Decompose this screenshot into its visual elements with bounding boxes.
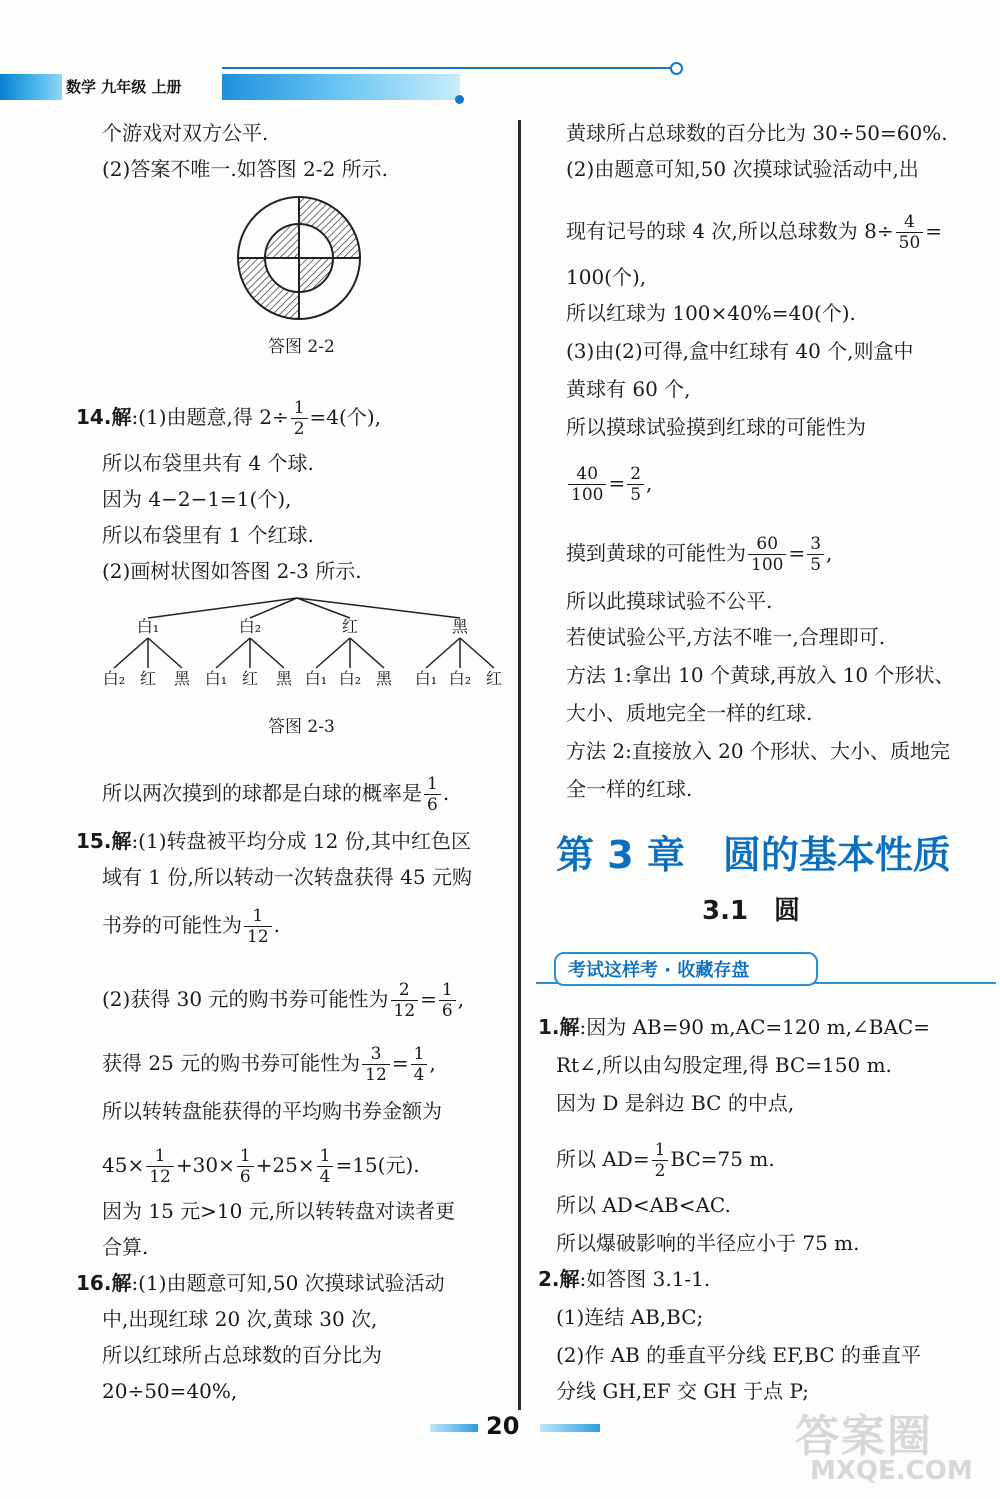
fraction	[391, 980, 419, 1021]
text: 现有记号的球 4 次,所以总球数为 8÷	[566, 219, 894, 243]
text-line: 100(个),	[566, 265, 647, 289]
numerator: 1	[424, 774, 441, 795]
text: ,	[646, 471, 653, 495]
page-number: 20	[486, 1412, 520, 1440]
solution-label: 解	[111, 1271, 132, 1295]
figure-caption: 答图 2-2	[268, 337, 335, 357]
denominator: 12	[247, 927, 269, 947]
text-line: 方法 2:直接放入 20 个形状、大小、质地完	[566, 739, 950, 763]
text-line: 所以 AD<AB<AC.	[556, 1193, 731, 1217]
header-dot-ornament	[455, 95, 464, 104]
fraction	[627, 464, 644, 505]
tree-node-label: 黑	[275, 669, 293, 688]
text: ,	[429, 1051, 436, 1075]
text-line: (1)连结 AB,BC;	[556, 1305, 704, 1329]
equals-sign: =	[788, 541, 806, 565]
header-title: 数学 九年级 上册	[66, 78, 182, 96]
text: :如答图 3.1-1.	[579, 1267, 711, 1291]
chapter-title: 第 3 章 圆的基本性质	[556, 833, 951, 877]
text-line: 所以摸球试验摸到红球的可能性为	[566, 415, 866, 439]
tree-node-label: 白₁	[204, 669, 228, 688]
text-line	[102, 1146, 420, 1187]
text-line: 所以红球所占总球数的百分比为	[102, 1343, 382, 1367]
fraction	[568, 464, 606, 505]
numerator: 2	[391, 980, 419, 1001]
text: +25×	[255, 1153, 315, 1177]
denominator: 4	[319, 1167, 331, 1187]
numerator: 1	[317, 1146, 334, 1167]
tree-edge	[316, 638, 350, 668]
denominator: 2	[654, 1161, 666, 1181]
question-14-line	[76, 398, 381, 439]
watermark-url: MXQE.COM	[810, 1456, 973, 1486]
tree-edge	[114, 638, 148, 668]
text-line: 所以爆破影响的半径应小于 75 m.	[556, 1231, 860, 1255]
text-line: 分线 GH,EF 交 GH 于点 P;	[556, 1379, 809, 1403]
numerator: 1	[291, 398, 308, 419]
fraction	[237, 1146, 254, 1187]
text-line: 所以此摸球试验不公平.	[566, 589, 773, 613]
denominator: 4	[413, 1065, 425, 1085]
denominator: 5	[810, 555, 822, 575]
fraction	[317, 1146, 334, 1187]
denominator: 6	[239, 1167, 251, 1187]
text-line: 所以布袋里共有 4 个球.	[102, 451, 314, 475]
fraction	[424, 774, 441, 815]
text: +30×	[175, 1153, 235, 1177]
text: ,	[826, 541, 833, 565]
watermark-logo: 答案圈	[795, 1411, 933, 1462]
text-line: 大小、质地完全一样的红球.	[566, 701, 813, 725]
tree-edge	[216, 638, 250, 668]
header-rule	[222, 67, 672, 69]
fraction	[896, 212, 924, 253]
numerator: 1	[439, 980, 456, 1001]
tree-node-label: 红	[139, 669, 157, 688]
text: =15(元).	[335, 1153, 420, 1177]
figure-2-2-circle-diagram	[236, 195, 362, 321]
question-number: 14.	[76, 405, 112, 429]
text: =4(个),	[309, 405, 381, 429]
header-color-band-2	[222, 74, 460, 100]
tree-edge	[350, 638, 384, 668]
text-line: 个游戏对双方公平.	[102, 121, 269, 145]
equals-sign: =	[608, 471, 626, 495]
question-number: 1.	[538, 1015, 560, 1039]
text: ,	[457, 987, 465, 1011]
question-number: 16.	[76, 1271, 112, 1295]
text: :(1)由题意,得 2÷	[131, 405, 289, 429]
text: 书券的可能性为	[102, 913, 242, 937]
text: 所以两次摸到的球都是白球的概率是	[102, 781, 422, 805]
text-line: (2)作 AB 的垂直平分线 EF,BC 的垂直平	[556, 1343, 921, 1367]
denominator: 2	[293, 419, 305, 439]
denominator: 6	[427, 795, 438, 815]
numerator: 2	[627, 464, 644, 485]
fraction	[291, 398, 308, 439]
question-16-line	[76, 1270, 445, 1296]
tree-edge	[460, 638, 494, 668]
text-line: Rt∠,所以由勾股定理,得 BC=150 m.	[556, 1053, 892, 1077]
text: (2)获得 30 元的购书券可能性为	[102, 987, 389, 1011]
fraction	[146, 1146, 174, 1187]
page-number-bar-right	[540, 1424, 600, 1432]
fraction	[244, 906, 272, 947]
text-line: 所以布袋里有 1 个红球.	[102, 523, 314, 547]
fraction	[411, 1044, 428, 1085]
denominator: 50	[898, 233, 921, 253]
text-line	[566, 464, 652, 505]
text-line: 因为 4−2−1=1(个),	[102, 487, 292, 511]
tree-node-label: 白₁	[304, 669, 328, 688]
tree-node-label: 白₁	[414, 669, 438, 688]
denominator: 12	[149, 1167, 171, 1187]
tree-node-label: 白₂	[102, 669, 126, 688]
text-line: (2)由题意可知,50 次摸球试验活动中,出	[566, 157, 919, 181]
numerator: 1	[411, 1044, 428, 1065]
numerator: 1	[237, 1146, 254, 1167]
text-line: 黄球有 60 个,	[566, 377, 691, 401]
fraction	[439, 980, 456, 1021]
solution-label: 解	[111, 405, 132, 429]
numerator: 3	[362, 1044, 390, 1065]
text: :(1)转盘被平均分成 12 份,其中红色区	[131, 829, 472, 853]
text-line	[566, 534, 832, 575]
text-line: 合算.	[102, 1235, 149, 1259]
text: :(1)由题意可知,50 次摸球试验活动	[131, 1271, 445, 1295]
fraction	[652, 1140, 669, 1181]
tree-edge	[250, 638, 284, 668]
equals-sign: =	[391, 1051, 409, 1075]
banner-text: 考试这样考 · 收藏存盘	[568, 960, 750, 981]
tree-node-label: 黑	[451, 617, 469, 636]
text: 所以 AD=	[556, 1147, 650, 1171]
text: 45×	[102, 1153, 145, 1177]
header-color-band	[0, 74, 62, 100]
text: =	[925, 219, 943, 243]
denominator: 12	[365, 1065, 387, 1085]
text-line: 全一样的红球.	[566, 777, 693, 801]
text: .	[273, 913, 280, 937]
text-line: (3)由(2)可得,盒中红球有 40 个,则盒中	[566, 339, 914, 363]
text-line: 中,出现红球 20 次,黄球 30 次,	[102, 1307, 378, 1331]
fraction	[362, 1044, 390, 1085]
numerator: 60	[748, 534, 786, 555]
tree-node-label: 白₂	[448, 669, 472, 688]
text: 摸到黄球的可能性为	[566, 541, 746, 565]
text-line	[102, 1044, 436, 1085]
tree-node-label: 红	[341, 617, 359, 636]
problem-1-line	[538, 1014, 930, 1040]
solution-label: 解	[559, 1015, 580, 1039]
text-line: 域有 1 份,所以转动一次转盘获得 45 元购	[102, 865, 472, 889]
solution-label: 解	[111, 829, 132, 853]
text: :因为 AB=90 m,AC=120 m,∠BAC=	[579, 1015, 930, 1039]
figure-2-3-tree-diagram	[100, 592, 510, 702]
numerator: 40	[568, 464, 606, 485]
denominator: 100	[571, 485, 604, 505]
tree-node-label: 红	[485, 669, 503, 688]
tree-edge	[148, 638, 182, 668]
fraction	[748, 534, 786, 575]
question-number: 2.	[538, 1267, 560, 1291]
fraction	[807, 534, 824, 575]
text-line	[566, 212, 942, 253]
text-line: 若使试验公平,方法不唯一,合理即可.	[566, 625, 886, 649]
denominator: 12	[393, 1001, 416, 1021]
exam-banner	[536, 952, 996, 986]
text-line: 因为 15 元>10 元,所以转转盘对读者更	[102, 1199, 456, 1223]
equals-sign: =	[420, 987, 437, 1011]
text-line: (2)答案不唯一.如答图 2-2 所示.	[102, 157, 388, 181]
header-circle-ornament	[670, 62, 683, 75]
tree-node-label: 红	[241, 669, 259, 688]
denominator: 100	[751, 555, 784, 575]
page-header	[0, 58, 1000, 108]
numerator: 1	[652, 1140, 669, 1161]
text-line: 黄球所占总球数的百分比为 30÷50=60%.	[566, 121, 948, 145]
text-line	[556, 1140, 775, 1181]
section-title: 3.1 圆	[702, 896, 801, 926]
text-line	[102, 774, 449, 815]
solution-label: 解	[559, 1267, 580, 1291]
numerator: 1	[244, 906, 272, 927]
text-line: (2)画树状图如答图 2-3 所示.	[102, 559, 362, 583]
text-line: 所以红球为 100×40%=40(个).	[566, 301, 856, 325]
text-line	[102, 980, 464, 1021]
denominator: 5	[630, 485, 642, 505]
text-line: 方法 1:拿出 10 个黄球,再放入 10 个形状、	[566, 663, 955, 687]
tree-edge	[426, 638, 460, 668]
tree-node-label: 白₁	[136, 617, 160, 636]
text: BC=75 m.	[670, 1147, 775, 1171]
text-line: 20÷50=40%,	[102, 1379, 238, 1403]
column-divider	[518, 120, 521, 1410]
text-line	[102, 906, 280, 947]
text: .	[442, 781, 450, 805]
tree-node-label: 黑	[173, 669, 191, 688]
page-number-bar-left	[430, 1424, 478, 1432]
tree-node-label: 黑	[375, 669, 393, 688]
figure-caption: 答图 2-3	[268, 717, 335, 737]
tree-node-label: 白₂	[238, 617, 262, 636]
question-15-line	[76, 828, 471, 854]
text-line: 因为 D 是斜边 BC 的中点,	[556, 1091, 795, 1115]
text-line: 所以转转盘能获得的平均购书券金额为	[102, 1099, 442, 1123]
numerator: 3	[807, 534, 824, 555]
problem-2-line	[538, 1266, 710, 1292]
text: 获得 25 元的购书券可能性为	[102, 1051, 361, 1075]
denominator: 6	[441, 1001, 453, 1021]
tree-node-label: 白₂	[338, 669, 362, 688]
question-number: 15.	[76, 829, 112, 853]
numerator: 1	[146, 1146, 174, 1167]
numerator: 4	[896, 212, 924, 233]
